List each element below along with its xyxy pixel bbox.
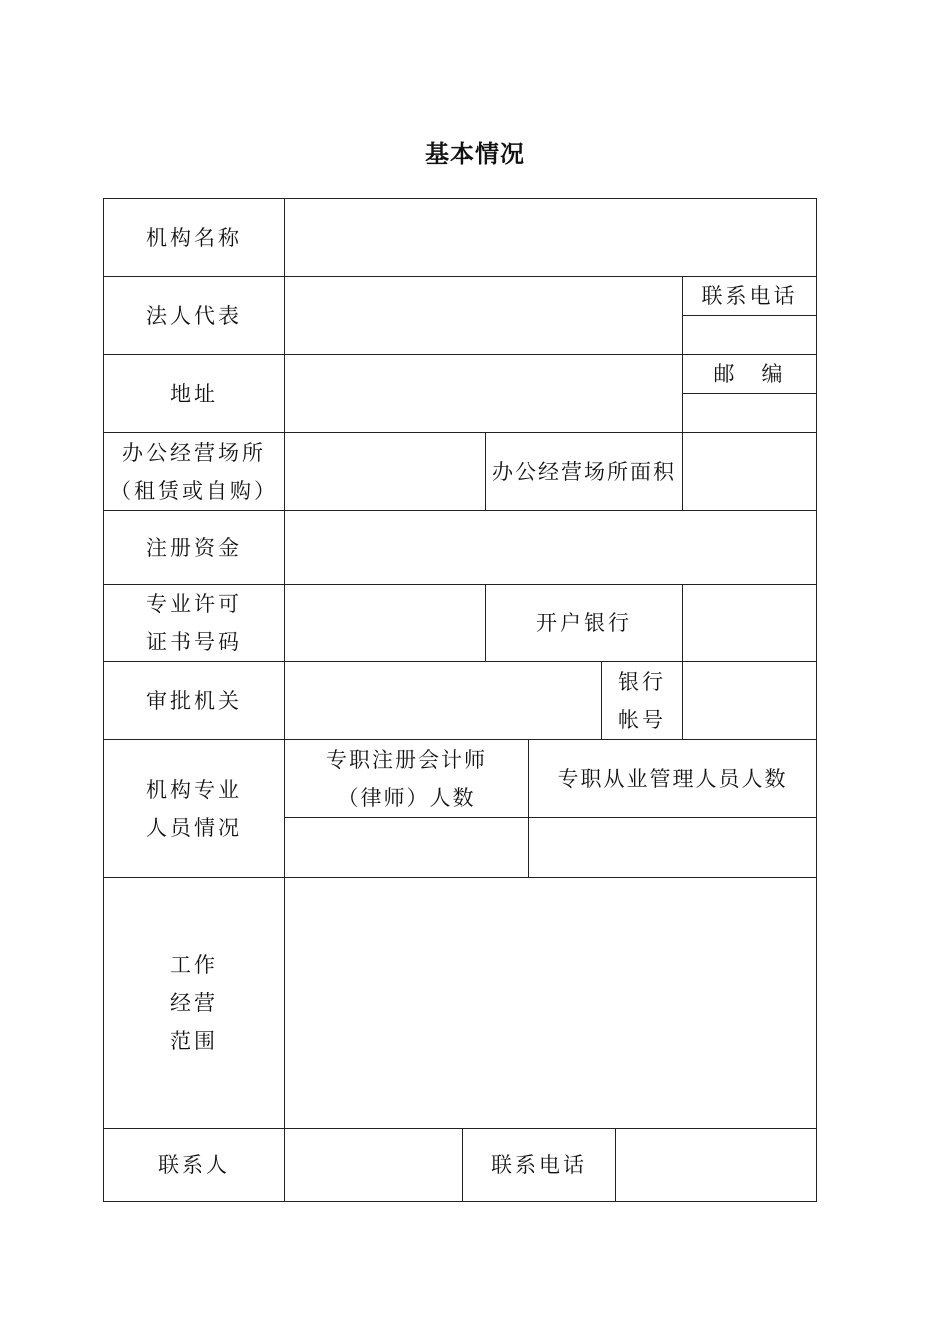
address-field[interactable] (284, 354, 683, 433)
cpa-count-field[interactable] (284, 817, 529, 878)
approval-org-field[interactable] (284, 661, 602, 740)
approval-org-label: 审批机关 (103, 661, 285, 740)
reg-capital-field[interactable] (284, 510, 817, 585)
bank-field[interactable] (682, 584, 817, 662)
phone-field-1[interactable] (682, 315, 817, 355)
phone-label-1: 联系电话 (682, 276, 817, 316)
mgmt-staff-count-field[interactable] (528, 817, 817, 878)
bank-label: 开户银行 (485, 584, 683, 662)
bank-account-field[interactable] (682, 661, 817, 740)
office-type-field[interactable] (284, 432, 486, 511)
staff-info-label: 机构专业 人员情况 (103, 739, 285, 878)
office-area-label: 办公经营场所面积 (485, 432, 683, 511)
license-no-field[interactable] (284, 584, 486, 662)
contact-label: 联系人 (103, 1128, 285, 1202)
phone-field-2[interactable] (615, 1128, 817, 1202)
reg-capital-label: 注册资金 (103, 510, 285, 585)
legal-rep-field[interactable] (284, 276, 683, 355)
legal-rep-label: 法人代表 (103, 276, 285, 355)
bank-account-label: 银行 帐号 (601, 661, 683, 740)
business-scope-field[interactable] (284, 877, 817, 1129)
office-area-field[interactable] (682, 432, 817, 511)
business-scope-label: 工作 经营 范围 (103, 877, 285, 1129)
postcode-field[interactable] (682, 393, 817, 433)
address-label: 地址 (103, 354, 285, 433)
phone-label-2: 联系电话 (462, 1128, 616, 1202)
org-name-field[interactable] (284, 198, 817, 277)
org-name-label: 机构名称 (103, 198, 285, 277)
page-title: 基本情况 (425, 139, 525, 168)
postcode-label: 邮 编 (682, 354, 817, 394)
mgmt-staff-count-label: 专职从业管理人员人数 (528, 739, 817, 818)
office-type-label: 办公经营场所 （租赁或自购） (103, 432, 285, 511)
cpa-count-label: 专职注册会计师 （律师）人数 (284, 739, 529, 818)
license-no-label: 专业许可 证书号码 (103, 584, 285, 662)
basic-info-form (104, 199, 817, 1202)
contact-field[interactable] (284, 1128, 463, 1202)
